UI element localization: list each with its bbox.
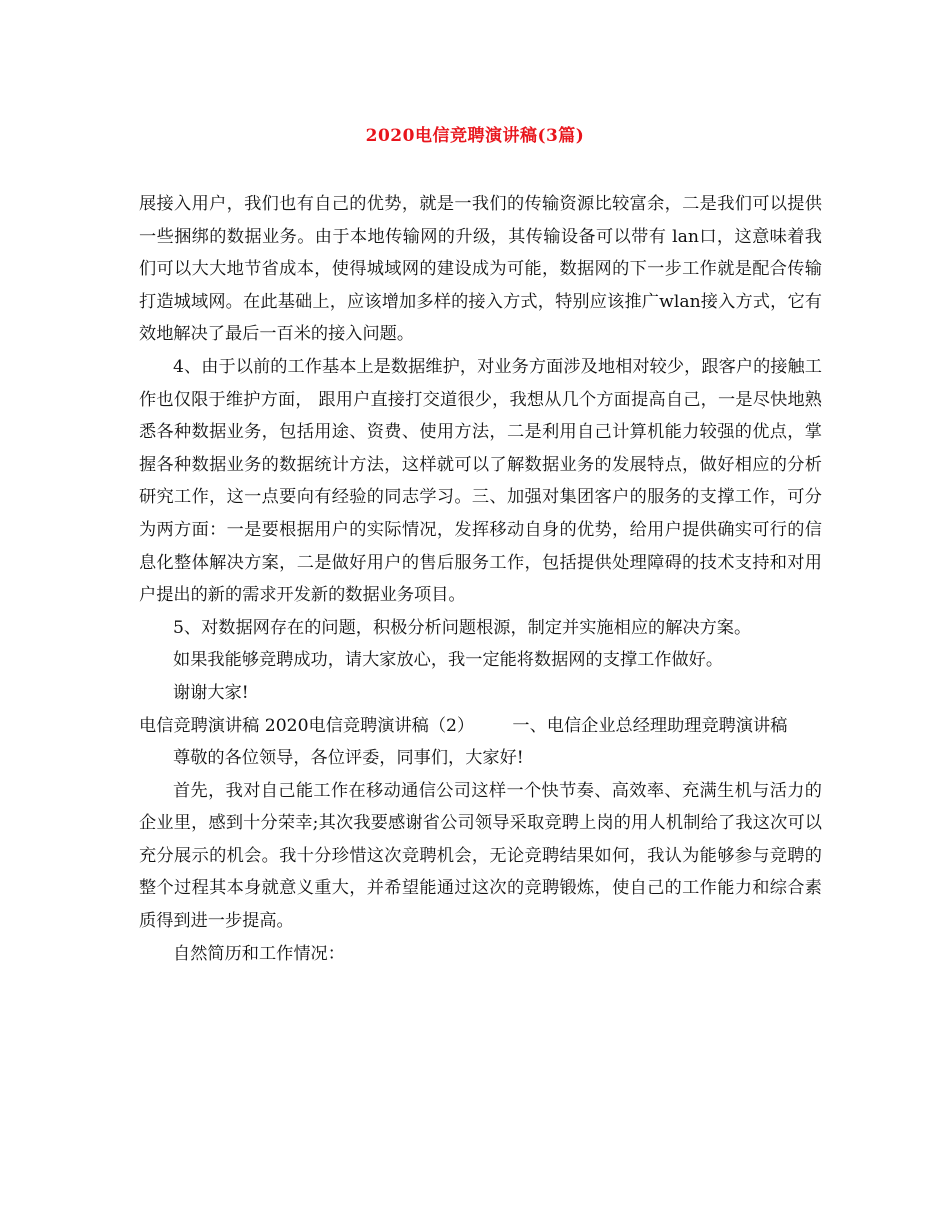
paragraph-7: 尊敬的各位领导，各位评委，同事们，大家好! [173, 748, 524, 769]
paragraph-4: 如果我能够竞聘成功，请大家放心，我一定能将数据网的支撑工作做好。 [173, 650, 724, 671]
paragraph-6: 电信竞聘演讲稿 2020电信竞聘演讲稿（2） 一、电信企业总经理助理竞聘演讲稿 [139, 715, 788, 736]
paragraph-5: 谢谢大家! [173, 682, 249, 703]
paragraph-8: 首先，我对自己能工作在移动通信公司这样一个快节奏、高效率、充满生机与活力的企业里，感到十分荣幸;其次我要感谢省公司领导采取竞聘上岗的用人机制给了我这次可以充分展示的机会。我十分珍惜这次竞聘机会，无论竞聘结果如何，我认为能够参与竞聘的整个过程其本身就意义重大，并希望能通过这次的竞聘锻炼，使自己的工作能力和综合素质得到进一步提高。 [139, 780, 822, 932]
paragraph-2: 4、由于以前的工作基本上是数据维护，对业务方面涉及地相对较少，跟客户的接触工作也仅限于维护方面， 跟用户直接打交道很少，我想从几个方面提高自己，一是尽快地熟悉各种数据业务，包括用途、资费、使用方法，二是利用自己计算机能力较强的优点，掌握各种数据业务的数据统计方法，这样就可以了解数据业务的发展特点，做好相应的分析研究工作，这一点要向有经验的同志学习。三、加强对集团客户的服务的支撑工作，可分为两方面：一是要根据用户的实际情况，发挥移动自身的优势，给用户提供确实可行的信息化整体解决方案，二是做好用户的售后服务工作，包括提供处理障碍的技术支持和对用户提出的新的需求开发新的数据业务项目。 [139, 356, 822, 606]
paragraph-3: 5、对数据网存在的问题，积极分析问题根源，制定并实施相应的解决方案。 [173, 617, 752, 638]
paragraph-9: 自然简历和工作情况： [173, 943, 345, 964]
document-title: 2020电信竞聘演讲稿(3篇) [365, 126, 585, 146]
document-body [139, 188, 822, 970]
paragraph-1: 展接入用户，我们也有自己的优势，就是一我们的传输资源比较富余，二是我们可以提供一些捆绑的数据业务。由于本地传输网的升级，其传输设备可以带有 lan口，这意味着我们可以大大地节省成本，使得城域网的建设成为可能，数据网的下一步工作就是配合传输打造城域网。在此基础上，应该增加多样的接入方式，特别应该推广wlan接入方式，它有效地解决了最后一百米的接入问题。 [139, 194, 822, 345]
